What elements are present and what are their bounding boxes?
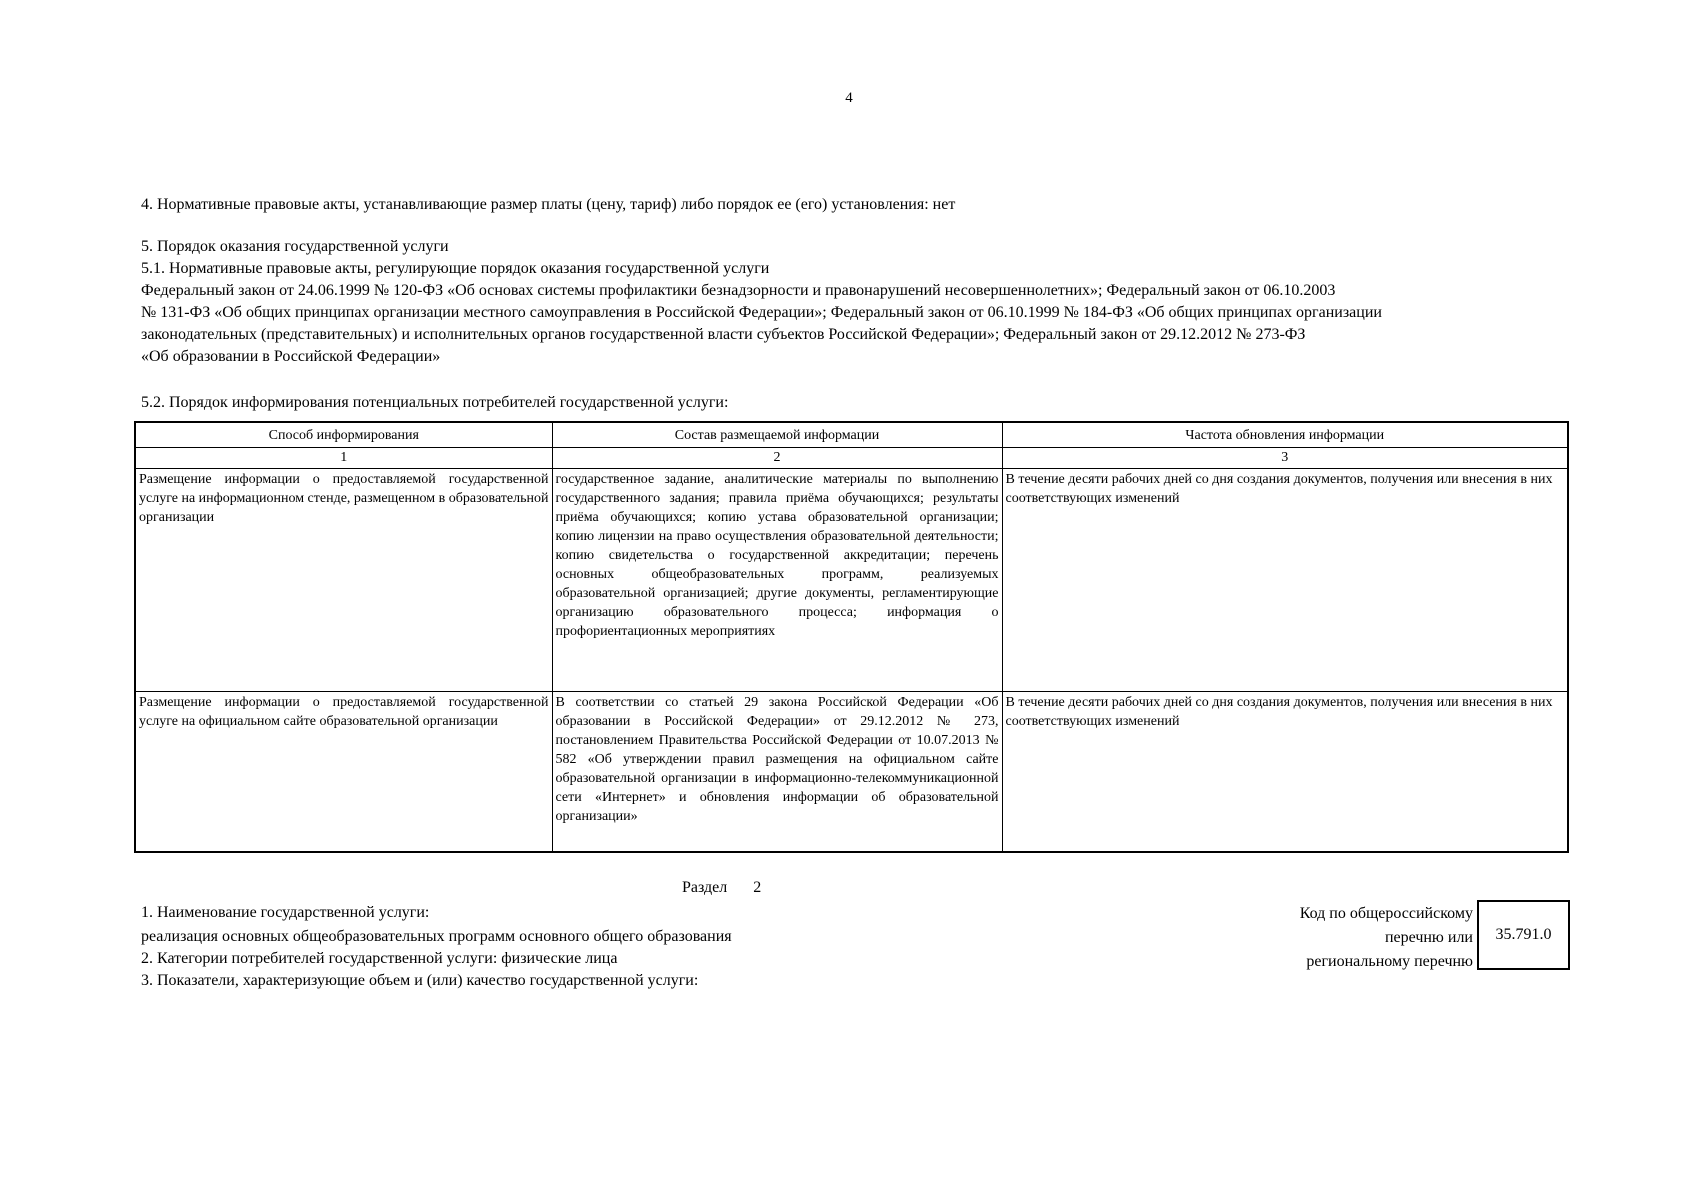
- service-name-title: 1. Наименование государственной услуги:: [141, 904, 430, 921]
- header-method: Способ информирования: [135, 422, 552, 448]
- header-content: Состав размещаемой информации: [552, 422, 1002, 448]
- column-number: 3: [1002, 448, 1568, 469]
- header-frequency: Частота обновления информации: [1002, 422, 1568, 448]
- section-4-text: 4. Нормативные правовые акты, устанавливающие размер платы (цену, тариф) либо порядок ее (его) установления: нет: [141, 196, 956, 213]
- information-table: [134, 421, 1569, 853]
- section-5-2-title: 5.2. Порядок информирования потенциальных потребителей государственной услуги:: [141, 394, 729, 411]
- law-line: Федеральный закон от 24.06.1999 № 120-ФЗ «Об основах системы профилактики безнадзорности и правонарушений несовершеннолетних»; Федеральный закон от 06.10.2003: [141, 282, 1336, 299]
- section-number: 2: [753, 879, 762, 896]
- column-number: 2: [552, 448, 1002, 469]
- cell-method: Размещение информации о предоставляемой государственной услуге на информационном стенде, размещенном в образовательной организации: [135, 469, 552, 692]
- law-line: «Об образовании в Российской Федерации»: [141, 348, 441, 365]
- table-number-row: [135, 448, 1568, 469]
- cell-content: В соответствии со статьей 29 закона Российской Федерации «Об образовании в Российской Федерации» от 29.12.2012 № 273, постановлением Правительства Российской Федерации от 10.07.2013 № 582 «Об утверждении правил размещения на официальном сайте образовательной организации в информационно-телекоммуникационной сети «Интернет» и обновления информации об образовательной организации»: [552, 692, 1002, 853]
- cell-method: Размещение информации о предоставляемой государственной услуге на официальном сайте образовательной организации: [135, 692, 552, 853]
- consumer-categories: 2. Категории потребителей государственной услуги: физические лица: [141, 950, 618, 967]
- column-number: 1: [135, 448, 552, 469]
- code-label: [1300, 902, 1473, 974]
- section-5-1-title: 5.1. Нормативные правовые акты, регулирующие порядок оказания государственной услуги: [141, 260, 770, 277]
- table-row: [135, 469, 1568, 692]
- cell-frequency: В течение десяти рабочих дней со дня создания документов, получения или внесения в них соответствующих изменений: [1002, 692, 1568, 853]
- law-line: законодательных (представительных) и исполнительных органов государственной власти субъектов Российской Федерации»; Федеральный закон от 29.12.2012 № 273-ФЗ: [141, 326, 1306, 343]
- cell-content: государственное задание, аналитические материалы по выполнению государственного задания; правила приёма обучающихся; результаты приёма обучающихся; копию устава образовательной организации; копию лицензии на право осуществления образовательной деятельности; копию свидетельства о государственной аккредитации; перечень основных общеобразовательных программ, реализуемых образовательной организацией; другие документы, регламентирующие организацию образовательного процесса; информация о профориентационных мероприятиях: [552, 469, 1002, 692]
- code-label-line: Код по общероссийскому: [1299, 905, 1473, 922]
- law-line: № 131-ФЗ «Об общих принципах организации местного самоуправления в Российской Федерации»; Федеральный закон от 06.10.1999 № 184-ФЗ «Об общих принципах организации: [141, 304, 1382, 321]
- table-header-row: [135, 422, 1568, 448]
- code-label-line: перечню или: [1384, 929, 1473, 946]
- table-row: [135, 692, 1568, 853]
- service-name-value: реализация основных общеобразовательных программ основного общего образования: [141, 928, 732, 945]
- law-references: [141, 280, 1541, 368]
- code-value-box: [1477, 900, 1570, 970]
- section-5-title: 5. Порядок оказания государственной услуги: [141, 238, 449, 255]
- section-label: Раздел: [682, 879, 728, 896]
- code-label-line: региональному перечню: [1306, 953, 1473, 970]
- code-value: 35.791.0: [1495, 926, 1552, 943]
- page-number: 4: [845, 90, 853, 106]
- section-heading: [682, 879, 761, 897]
- cell-frequency: В течение десяти рабочих дней со дня создания документов, получения или внесения в них соответствующих изменений: [1002, 469, 1568, 692]
- indicators-title: 3. Показатели, характеризующие объем и (или) качество государственной услуги:: [141, 972, 699, 989]
